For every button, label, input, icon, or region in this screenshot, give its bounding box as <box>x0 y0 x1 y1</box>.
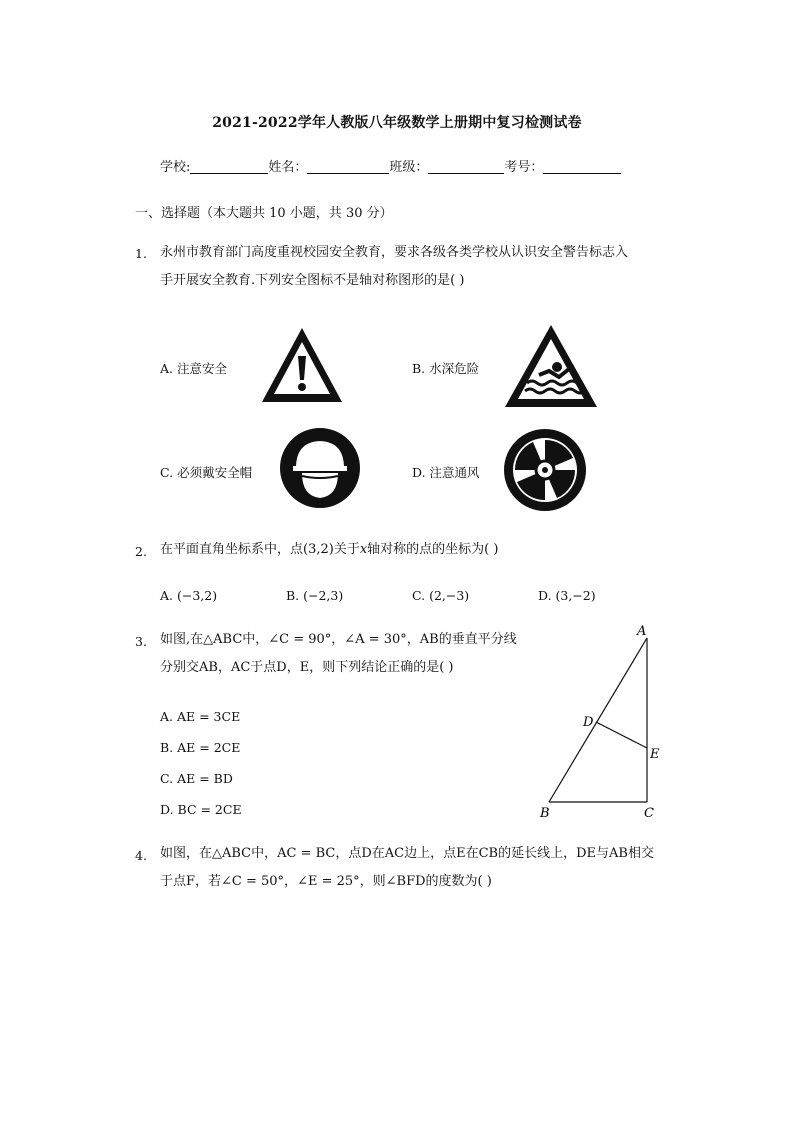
deep-water-danger-icon <box>503 323 599 409</box>
ventilation-fan-icon <box>503 428 587 512</box>
q2-text-pre: 在平面直角坐标系中，点(3,2)关于 <box>160 542 360 557</box>
segment-ab <box>549 638 647 802</box>
number-label: 考号： <box>504 160 544 175</box>
class-blank <box>428 159 504 174</box>
q3-line1: 如图,在△ABC中，∠C = 90°，∠A = 30°，AB的垂直平分线 <box>160 632 517 647</box>
label-e: E <box>650 747 660 762</box>
name-blank <box>307 159 389 174</box>
q4-number: 4. <box>135 848 147 863</box>
section-heading: 一、选择题（本大题共 10 小题，共 30 分） <box>135 206 393 221</box>
q1-option-d: D. 注意通风 <box>412 465 480 480</box>
q1-option-b: B. 水深危险 <box>412 361 480 376</box>
school-label: 学校: <box>160 160 191 175</box>
label-b: B <box>540 806 550 821</box>
label-d: D <box>583 715 594 730</box>
q2-text <box>160 536 498 564</box>
q2-number: 2. <box>135 544 147 559</box>
school-blank <box>190 159 268 174</box>
q4-line2: 于点F，若∠C = 50°，∠E = 25°，则∠BFD的度数为( ) <box>160 874 492 889</box>
warning-sign-icon <box>260 326 344 404</box>
q2-option-b: B. (−2,3) <box>286 588 344 603</box>
q1-option-c: C. 必须戴安全帽 <box>160 465 253 480</box>
q2-text-post: 轴对称的点的坐标为( ) <box>367 542 499 557</box>
q3-text <box>160 626 540 682</box>
q2-option-d: D. (3,−2) <box>538 588 596 603</box>
q2-option-a: A. (−3,2) <box>160 588 218 603</box>
q2-option-c: C. (2,−3) <box>412 588 470 603</box>
safety-helmet-icon <box>280 428 360 508</box>
q1-number: 1. <box>135 246 147 261</box>
q3-triangle-figure <box>530 620 670 825</box>
q1-option-a: A. 注意安全 <box>160 361 227 376</box>
q3-option-a: A. AE = 3CE <box>160 709 241 724</box>
q3-number: 3. <box>135 634 147 649</box>
q3-line2: 分别交AB，AC于点D，E，则下列结论正确的是( ) <box>160 660 454 675</box>
name-label: 姓名： <box>268 160 308 175</box>
q4-line1: 如图，在△ABC中，AC = BC，点D在AC边上，点E在CB的延长线上，DE与AB相交 <box>160 846 654 861</box>
exam-title: 2021-2022学年人教版八年级数学上册期中复习检测试卷 <box>212 115 582 131</box>
q2-text-var: x <box>359 542 368 557</box>
q1-line2: 手开展安全教育.下列安全图标不是轴对称图形的是( ) <box>160 273 465 288</box>
q1-line1: 永州市教育部门高度重视校园安全教育，要求各级各类学校从认识安全警告标志入 <box>160 245 629 260</box>
segment-de <box>596 722 647 748</box>
q3-option-b: B. AE = 2CE <box>160 740 241 755</box>
label-a: A <box>637 624 647 639</box>
q4-text <box>160 840 680 896</box>
q1-text <box>160 239 680 295</box>
q3-option-d: D. BC = 2CE <box>160 802 242 817</box>
label-c: C <box>644 806 654 821</box>
student-info-row <box>160 156 621 175</box>
q3-option-c: C. AE = BD <box>160 771 233 786</box>
number-blank <box>543 159 621 174</box>
class-label: 班级： <box>389 160 429 175</box>
